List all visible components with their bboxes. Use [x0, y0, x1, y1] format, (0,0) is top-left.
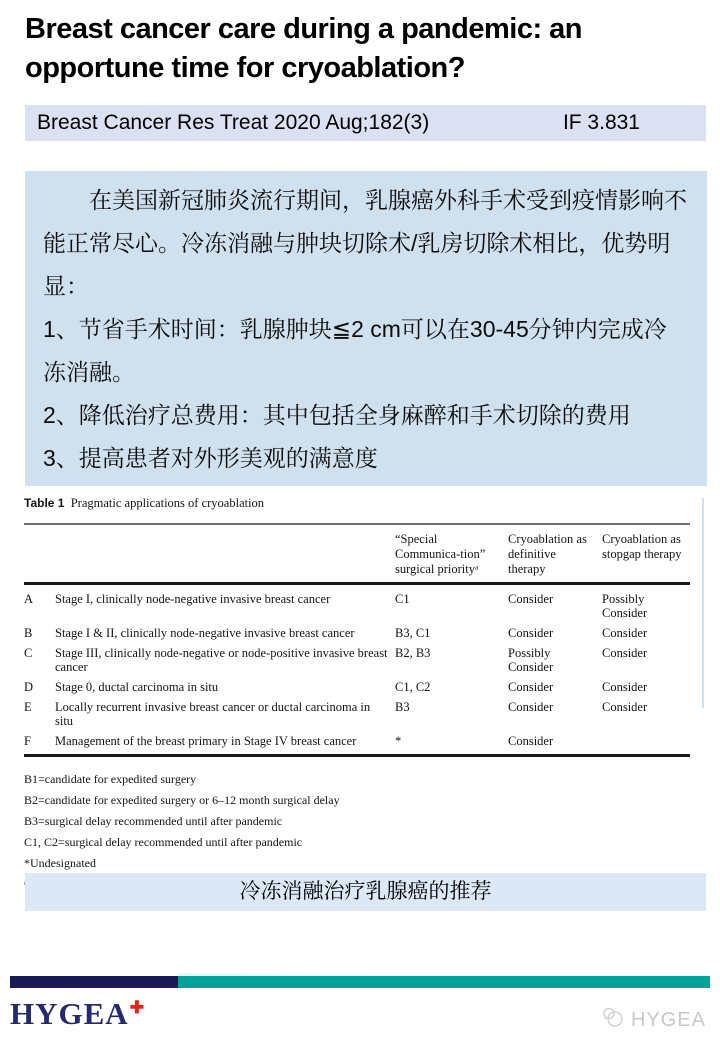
row-priority: B3, C1 [395, 626, 431, 640]
row-stopgap: Consider [602, 700, 648, 714]
row-stopgap: Possibly Consider [602, 592, 648, 620]
row-definitive: Consider [508, 680, 554, 694]
row-definitive: Consider [508, 592, 554, 606]
row-description: Locally recurrent invasive breast cancer or ductal carcinoma in situ [55, 700, 371, 728]
row-stopgap: Consider [602, 646, 648, 660]
table-row [24, 677, 690, 697]
summary-point-2: 2、降低治疗总费用：其中包括全身麻醉和手术切除的费用 [43, 402, 631, 428]
row-priority: B2, B3 [395, 646, 431, 660]
row-definitive: Possibly Consider [508, 646, 554, 674]
footer-bar-navy [10, 976, 178, 988]
table-header-row [24, 524, 690, 584]
applications-table [24, 523, 690, 757]
table-row [24, 623, 690, 643]
column-header-priority: “Special Communica-tion” surgical priorityᵃ [395, 524, 508, 584]
footnote: B2=candidate for expedited surgery or 6–12 month surgical delay [24, 793, 340, 807]
table-row [24, 697, 690, 731]
row-letter: B [24, 626, 33, 640]
table-figure [24, 496, 706, 895]
page-title-line2: opportune time for cryoablation? [25, 52, 465, 84]
table-caption-label: Table 1 [24, 496, 65, 510]
summary-point-3: 3、提高患者对外形美观的满意度 [43, 445, 378, 471]
column-header-stopgap: Cryoablation as stopgap therapy [602, 524, 690, 584]
watermark-text: HYGEA [630, 1008, 706, 1031]
row-description: Stage 0, ductal carcinoma in situ [55, 680, 219, 694]
row-definitive: Consider [508, 626, 554, 640]
table-caption-text: Pragmatic applications of cryoablation [70, 496, 265, 510]
row-priority: C1, C2 [395, 680, 431, 694]
summary-point-1: 1、节省手术时间：乳腺肿块≦2 cm可以在30-45分钟内完成冷冻消融。 [43, 316, 667, 385]
row-letter: D [24, 680, 34, 694]
row-priority: B3 [395, 700, 410, 714]
summary-paragraph: 在美国新冠肺炎流行期间，乳腺癌外科手术受到疫情影响不能正常尽心。冷冻消融与肿块切除术/乳房切除术相比，优势明显： [43, 187, 687, 299]
citation-bar [25, 105, 706, 141]
column-header-empty [24, 524, 395, 584]
row-letter: E [24, 700, 32, 714]
figure-edge-line [702, 498, 704, 708]
row-letter: C [24, 646, 33, 660]
row-stopgap [602, 731, 690, 756]
table-caption [24, 496, 706, 511]
footnote: B3=surgical delay recommended until after pandemic [24, 814, 283, 828]
table-row [24, 643, 690, 677]
camera-icon [600, 1004, 626, 1036]
row-priority: * [395, 734, 402, 748]
impact-factor: IF 3.831 [562, 111, 640, 134]
row-description: Management of the breast primary in Stage IV breast cancer [55, 734, 357, 748]
red-cross-icon: ✚ [129, 997, 145, 1017]
figure-caption-bar [25, 873, 706, 911]
row-definitive: Consider [508, 734, 554, 748]
row-description: Stage I & II, clinically node-negative invasive breast cancer [55, 626, 355, 640]
hygea-logo-text: HYGEA [10, 996, 129, 1031]
page-title [25, 10, 695, 88]
row-priority: C1 [395, 592, 410, 606]
footer-bar-teal [178, 976, 710, 988]
row-description: Stage I, clinically node-negative invasive breast cancer [55, 592, 331, 606]
column-header-definitive: Cryoablation as definitive therapy [508, 524, 602, 584]
citation-text: Breast Cancer Res Treat 2020 Aug;182(3) [37, 111, 430, 134]
footnote: B1=candidate for expedited surgery [24, 772, 197, 786]
footnote: *Undesignated [24, 856, 96, 870]
table-row [24, 584, 690, 624]
hygea-logo [10, 996, 145, 1032]
footnote: C1, C2=surgical delay recommended until after pandemic [24, 835, 303, 849]
row-letter: A [24, 592, 34, 606]
figure-caption-text: 冷冻消融治疗乳腺癌的推荐 [239, 880, 492, 903]
table-row [24, 731, 690, 756]
row-letter: F [24, 734, 31, 748]
summary-box [25, 171, 707, 486]
row-description: Stage III, clinically node-negative or node-positive invasive breast cancer [55, 646, 388, 674]
watermark [600, 1004, 706, 1036]
row-stopgap: Consider [602, 626, 648, 640]
row-definitive: Consider [508, 700, 554, 714]
row-stopgap: Consider [602, 680, 648, 694]
page-title-line1: Breast cancer care during a pandemic: an [25, 13, 582, 45]
